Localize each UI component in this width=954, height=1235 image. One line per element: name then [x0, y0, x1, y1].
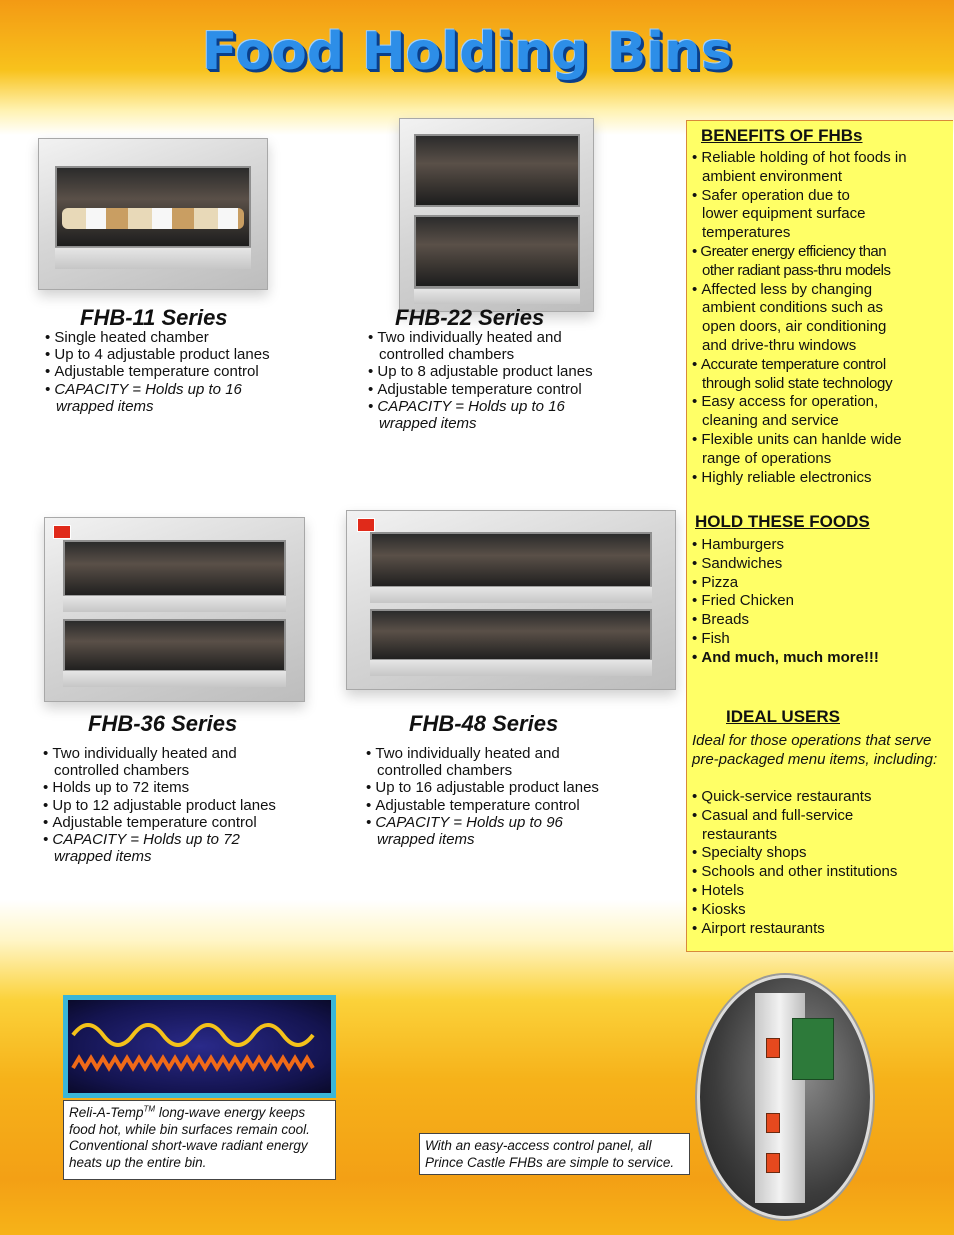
user-item: • Schools and other institutions [692, 863, 912, 882]
users-heading: IDEAL USERS [726, 707, 840, 726]
feature-item: • Adjustable temperature control [366, 797, 626, 814]
fhb-36-product-image [44, 517, 305, 702]
wave-brand: Reli-A-Temp [69, 1105, 144, 1120]
food-item: • Breads [692, 611, 950, 630]
trademark: TM [143, 1104, 156, 1114]
feature-item: • Adjustable temperature control [368, 381, 608, 398]
benefits-sidebar [686, 120, 953, 952]
benefit-item: • Reliable holding of hot foods in ambient environment [692, 149, 912, 187]
feature-item: • Two individually heated and controlled chambers [366, 745, 587, 779]
fhb-22-product-image [399, 118, 594, 312]
wave-caption [63, 1100, 336, 1180]
feature-item: • Adjustable temperature control [45, 363, 305, 380]
fhb-48-product-image [346, 510, 676, 690]
capacity-item: • CAPACITY = Holds up to 96 wrapped items [366, 814, 577, 848]
food-item-more: • And much, much more!!! [692, 649, 950, 668]
wave-energy-illustration [63, 995, 336, 1098]
users-list [692, 788, 912, 938]
benefit-item: • Safer operation due to lower equipment surface temperatures [692, 187, 882, 243]
fhb-22-features [368, 329, 608, 432]
control-panel-caption: With an easy-access control panel, all Prince Castle FHBs are simple to service. [419, 1133, 690, 1175]
benefit-item: • Highly reliable electronics [692, 469, 912, 488]
feature-item: • Single heated chamber [45, 329, 305, 346]
benefit-item: • Greater energy efficiency than other radiant pass-thru models [692, 243, 912, 281]
user-item: • Quick-service restaurants [692, 788, 912, 807]
fhb-48-title: FHB-48 Series [409, 711, 559, 736]
control-panel-photo [697, 975, 873, 1219]
benefit-item: • Flexible units can hanlde wide range of operations [692, 431, 902, 469]
benefits-list [692, 149, 912, 487]
benefit-item: • Accurate temperature control through solid state technology [692, 356, 912, 394]
capacity-item: • CAPACITY = Holds up to 16 wrapped items [368, 398, 579, 432]
user-item: • Airport restaurants [692, 920, 912, 939]
benefit-item: • Affected less by changing ambient conditions such as open doors, air conditioning and drive-thru windows [692, 281, 912, 356]
feature-item: • Up to 8 adjustable product lanes [368, 363, 608, 380]
feature-item: • Up to 4 adjustable product lanes [45, 346, 305, 363]
user-item: • Kiosks [692, 901, 912, 920]
fhb-36-title: FHB-36 Series [88, 711, 238, 736]
page-title: Food Holding Bins [201, 22, 733, 82]
foods-list [692, 536, 950, 668]
users-intro: Ideal for those operations that serve pre-packaged menu items, including: [692, 732, 938, 768]
foods-heading: HOLD THESE FOODS [695, 512, 870, 531]
benefits-heading: BENEFITS OF FHBs [701, 126, 863, 145]
wave-text: long-wave energy keeps food hot, while bin surfaces remain cool. Conventional short-wave radiant energy heats up the entire bin. [69, 1105, 310, 1170]
feature-item: • Up to 12 adjustable product lanes [43, 797, 303, 814]
feature-item: • Two individually heated and controlled chambers [368, 329, 589, 363]
food-item: • Fish [692, 630, 950, 649]
feature-item: • Two individually heated and controlled chambers [43, 745, 264, 779]
feature-item: • Holds up to 72 items [43, 779, 303, 796]
user-item: • Hotels [692, 882, 912, 901]
capacity-item: • CAPACITY = Holds up to 16 wrapped items [45, 381, 256, 415]
fhb-22-title: FHB-22 Series [395, 305, 545, 330]
food-item: • Fried Chicken [692, 592, 950, 611]
user-item: • Casual and full-service restaurants [692, 807, 882, 845]
food-item: • Pizza [692, 574, 950, 593]
fhb-11-features [45, 329, 305, 415]
feature-item: • Up to 16 adjustable product lanes [366, 779, 626, 796]
fhb-36-features [43, 745, 303, 865]
fhb-48-features [366, 745, 626, 848]
fhb-11-product-image [38, 138, 268, 290]
user-item: • Specialty shops [692, 844, 912, 863]
benefit-item: • Easy access for operation, cleaning and service [692, 393, 912, 431]
feature-item: • Adjustable temperature control [43, 814, 303, 831]
food-item: • Hamburgers [692, 536, 950, 555]
fhb-11-title: FHB-11 Series [80, 305, 228, 330]
food-item: • Sandwiches [692, 555, 950, 574]
capacity-item: • CAPACITY = Holds up to 72 wrapped items [43, 831, 254, 865]
